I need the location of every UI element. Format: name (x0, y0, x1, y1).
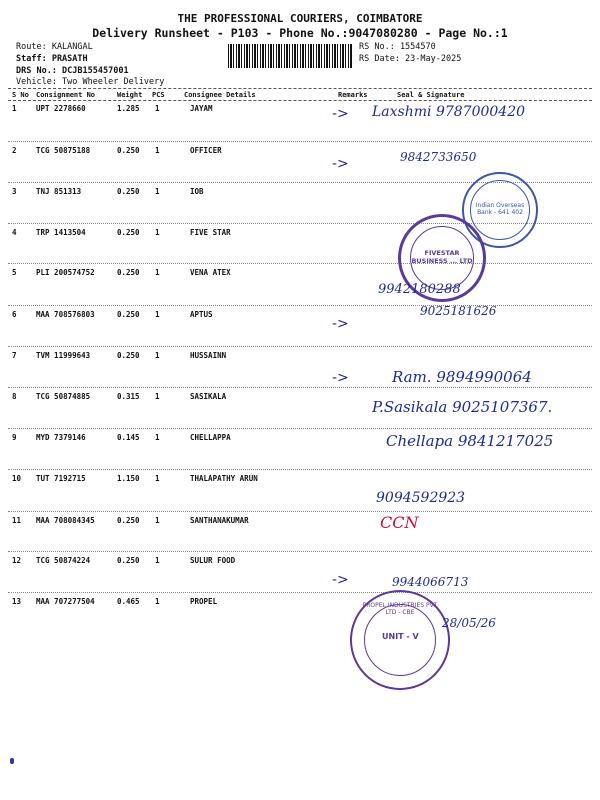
vehicle-field: Vehicle: Two Wheeler Delivery (16, 77, 165, 87)
cell-weight: 0.250 (117, 516, 140, 525)
remark-arrow-icon: -> (332, 156, 349, 172)
cell-pcs: 1 (155, 597, 160, 606)
cell-sno: 12 (12, 556, 22, 565)
row-separator (8, 469, 592, 470)
cell-sno: 9 (12, 433, 17, 442)
col-consignment: Consignment No (36, 91, 96, 99)
cell-weight: 0.465 (117, 597, 140, 606)
signature-row-2: 9842733650 (400, 150, 477, 164)
cell-weight: 0.250 (117, 187, 140, 196)
cell-consignment: PLI 200574752 (36, 268, 95, 277)
cell-pcs: 1 (155, 104, 160, 113)
cell-consignment: TCG 50875188 (36, 146, 91, 155)
col-sno: S No (12, 91, 29, 99)
rs-date: RS Date: 23-May-2025 (359, 54, 462, 64)
propel-stamp-unit: UNIT - V (382, 632, 419, 641)
signature-row-12: 9944066713 (392, 575, 469, 589)
cell-consignee: SASIKALA (190, 392, 227, 401)
cell-consignee: THALAPATHY ARUN (190, 474, 258, 483)
cell-consignment: MAA 708576803 (36, 310, 95, 319)
signature-row-8: P.Sasikala 9025107367. (372, 398, 553, 416)
cell-consignment: TUT 7192715 (36, 474, 86, 483)
barcode (228, 44, 353, 68)
cell-pcs: 1 (155, 516, 160, 525)
cell-weight: 0.250 (117, 351, 140, 360)
cell-sno: 1 (12, 104, 17, 113)
cell-pcs: 1 (155, 433, 160, 442)
cell-consignment: TCG 50874224 (36, 556, 91, 565)
cell-pcs: 1 (155, 228, 160, 237)
remark-arrow-icon: -> (332, 572, 349, 588)
cell-consignment: TVM 11999643 (36, 351, 91, 360)
drs-number: DRS No.: DCJB155457001 (16, 66, 129, 76)
cell-sno: 11 (12, 516, 22, 525)
row-separator (8, 263, 592, 264)
cell-consignee: SANTHANAKUMAR (190, 516, 249, 525)
cell-sno: 4 (12, 228, 17, 237)
fivestar-stamp-text: FIVESTAR BUSINESS ... LTD (411, 249, 473, 265)
signature-row-10: 9094592923 (376, 490, 466, 506)
company-title: THE PROFESSIONAL COURIERS, COIMBATORE (177, 12, 423, 25)
cell-consignee: CHELLAPPA (190, 433, 231, 442)
cell-consignment: TNJ 851313 (36, 187, 82, 196)
cell-consignment: MAA 708084345 (36, 516, 95, 525)
header-top-rule (8, 88, 592, 89)
cell-pcs: 1 (155, 268, 160, 277)
row-separator (8, 387, 592, 388)
cell-weight: 0.315 (117, 392, 140, 401)
col-consignee: Consignee Details (184, 91, 256, 99)
row-separator (8, 592, 592, 593)
row-separator (8, 305, 592, 306)
cell-consignee: SULUR FOOD (190, 556, 236, 565)
cell-weight: 0.250 (117, 556, 140, 565)
signature-row-13: 28/05/26 (442, 616, 496, 630)
cell-consignment: TRP 1413504 (36, 228, 86, 237)
cell-consignee: JAYAM (190, 104, 213, 113)
route-field: Route: KALANGAL (16, 42, 93, 52)
cell-sno: 7 (12, 351, 17, 360)
cell-weight: 1.285 (117, 104, 140, 113)
cell-weight: 0.250 (117, 146, 140, 155)
cell-sno: 5 (12, 268, 17, 277)
cell-weight: 0.250 (117, 310, 140, 319)
col-pcs: PCS (152, 91, 165, 99)
row-separator (8, 141, 592, 142)
cell-sno: 2 (12, 146, 17, 155)
staff-field: Staff: PRASATH (16, 54, 88, 64)
cell-sno: 8 (12, 392, 17, 401)
row-separator (8, 551, 592, 552)
cell-pcs: 1 (155, 310, 160, 319)
rs-number: RS No.: 1554570 (359, 42, 436, 52)
signature-row-6: 9025181626 (420, 304, 497, 318)
cell-consignee: FIVE STAR (190, 228, 231, 237)
cell-pcs: 1 (155, 392, 160, 401)
row-separator (8, 346, 592, 347)
propel-stamp (350, 590, 450, 690)
cell-consignee: OFFICER (190, 146, 222, 155)
cell-consignment: UPT 2278660 (36, 104, 86, 113)
cell-weight: 1.150 (117, 474, 140, 483)
cell-pcs: 1 (155, 474, 160, 483)
cell-weight: 0.250 (117, 268, 140, 277)
cell-consignment: TCG 50874885 (36, 392, 91, 401)
cell-sno: 3 (12, 187, 17, 196)
signature-row-1: Laxshmi 9787000420 (372, 104, 526, 120)
cell-weight: 0.250 (117, 228, 140, 237)
cell-consignee: APTUS (190, 310, 213, 319)
cell-sno: 10 (12, 474, 22, 483)
cell-pcs: 1 (155, 556, 160, 565)
cell-consignee: HUSSAINN (190, 351, 227, 360)
header-bottom-rule (8, 100, 592, 101)
cell-pcs: 1 (155, 187, 160, 196)
col-seal: Seal & Signature (397, 91, 465, 99)
remark-arrow-icon: -> (332, 316, 349, 332)
cell-consignee: PROPEL (190, 597, 218, 606)
runsheet-subtitle: Delivery Runsheet - P103 - Phone No.:9047080280 - Page No.:1 (92, 26, 508, 40)
signature-row-9: Chellapa 9841217025 (386, 432, 554, 450)
remark-arrow-icon: -> (332, 370, 349, 386)
ink-mark (10, 758, 14, 764)
cell-consignment: MYD 7379146 (36, 433, 86, 442)
cell-pcs: 1 (155, 351, 160, 360)
cell-consignment: MAA 707277504 (36, 597, 95, 606)
cell-sno: 13 (12, 597, 22, 606)
propel-stamp-text: PROPEL INDUSTRIES PVT LTD - CBE (362, 602, 438, 616)
signature-row-7: Ram. 9894990064 (392, 368, 532, 386)
cell-weight: 0.145 (117, 433, 140, 442)
signature-row-5: 9942180288 (378, 282, 461, 297)
col-remarks: Remarks (338, 91, 368, 99)
col-weight: Weight (117, 91, 143, 99)
cell-pcs: 1 (155, 146, 160, 155)
row-separator (8, 511, 592, 512)
cell-sno: 6 (12, 310, 17, 319)
remark-arrow-icon: -> (332, 106, 349, 122)
cell-consignee: IOB (190, 187, 204, 196)
bank-stamp-text: Indian Overseas Bank - 641 402 (475, 202, 525, 216)
cell-consignee: VENA ATEX (190, 268, 231, 277)
row-separator (8, 428, 592, 429)
signature-row-11: CCN (380, 513, 419, 532)
